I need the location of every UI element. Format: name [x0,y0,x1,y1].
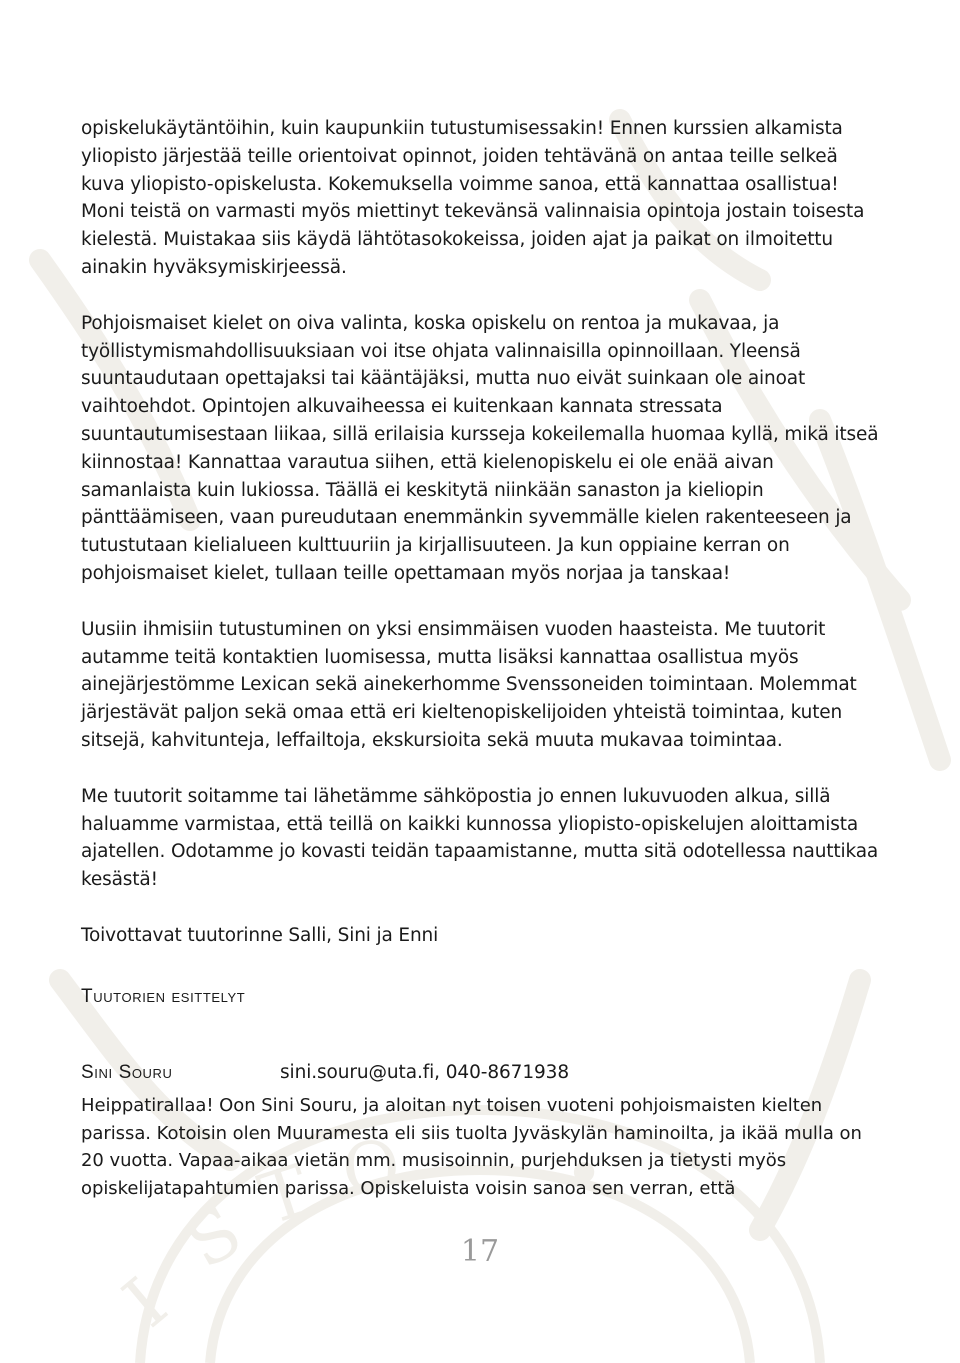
svg-text:S: S [172,1189,256,1285]
svg-text:T: T [249,1148,320,1242]
svg-text:•: • [557,1130,610,1218]
paragraph-signoff: Toivottavat tuutorinne Salli, Sini ja Enni [81,924,439,946]
paragraph-nordic-languages: Pohjoismaiset kielet on oiva valinta, koska opiskelu on rentoa ja mukavaa, ja työllistymismahdollisuuksiaan voi itse ohjata valinnaisilla opinnoillaan. Yleensä suuntaudutaan opettajaksi tai kääntäjäksi, mutta nuo eivät suinkaan ole ainoat vaihtoehdot. Opintojen alkuvaiheessa ei kuitenkaan kannata stressata suuntautumisestaan liikaa, sillä erilaisia kursseja kokeilemalla huomaa kyllä, mikä itseä kiinnostaa! Kannattaa varautua siihen, että kielenopiskelu ei ole enää aivan samanlaista kuin lukiossa. Täällä ei keskitytä niinkään sanaston ja kieliopin pänttäämiseen, vaan pureudutaan enemmänkin syvemmälle kielen rakenteeseen ja tutustutaan kielialueen kulttuuriin ja kirjallisuuteen. Ja kun oppiaine kerran on pohjoismaiset kielet, tullaan teille opettamaan myös norjaa ja tanskaa! [81,312,879,584]
tutor-intro: Heippatirallaa! Oon Sini Souru, ja aloitan nyt toisen vuoteni pohjoismaisten kielten parissa. Kotoisin olen Muuramesta eli siis tuolta Jyväskylän haminoilta, ja ikää mulla on 20 vuotta. Vapaa-aikaa vietän mm. musisoinnin, purjehduksen ja tietysti myös opiskelijatapahtumien parissa. Opiskeluista voisin sanoa sen verran, että [81,1094,862,1200]
page-number: 17 [460,1234,500,1269]
svg-text:I: I [108,1262,183,1344]
paragraph-tutors-contact: Me tuutorit soitamme tai lähetämme sähköpostia jo ennen lukuvuoden alkua, sillä haluamme varmistaa, että teillä on kaikki kunnossa yliopisto-opiskelujen aloittamista ajatellen. Odotamme jo kovasti teidän tapaamistanne, mutta sitä odotellessa nauttikaa kesästä! [81,785,879,891]
section-heading-container [81,986,881,1016]
section-heading: Tuutorien esittelyt [81,985,246,1007]
page-content [81,115,881,1203]
svg-text:O: O [338,1124,404,1212]
tutor-header-row [81,1062,881,1092]
paragraph-meeting-people: Uusiin ihmisiin tutustuminen on yksi ensimmäisen vuoden haasteista. Me tuutorit autamme teitä kontaktien luomisessa, mutta lisäksi kannattaa osallistua myös ainejärjestömme Lexican sekä ainekerhomme Svenssoneiden toimintaan. Molemmat järjestävät paljon sekä omaa että eri kieltenopiskelijoiden yhteistä toimintaa, kuten sitsejä, kahvitunteja, leffailtoja, ekskursioita sekä muuta mukavaa toimintaa. [81,618,857,751]
tutor-contact: sini.souru@uta.fi, 040-8671938 [280,1061,570,1083]
paragraph-orientation: opiskelukäytäntöihin, kuin kaupunkiin tutustumisessakin! Ennen kurssien alkamista yliopisto järjestää teille orientoivat opinnot, joiden tehtävänä on antaa teille selkeä kuva yliopisto-opiskelusta. Kokemuksella voimme sanoa, että kannattaa osallistua! Moni teistä on varmasti myös miettinyt tekevänsä valinnaisia opintoja jostain toisesta kielestä. Muistakaa siis käydä lähtötasokokeissa, joiden ajat ja paikat on ilmoitettu ainakin hyväksymiskirjeessä. [81,118,865,278]
tutor-name: Sini Souru [81,1061,173,1083]
